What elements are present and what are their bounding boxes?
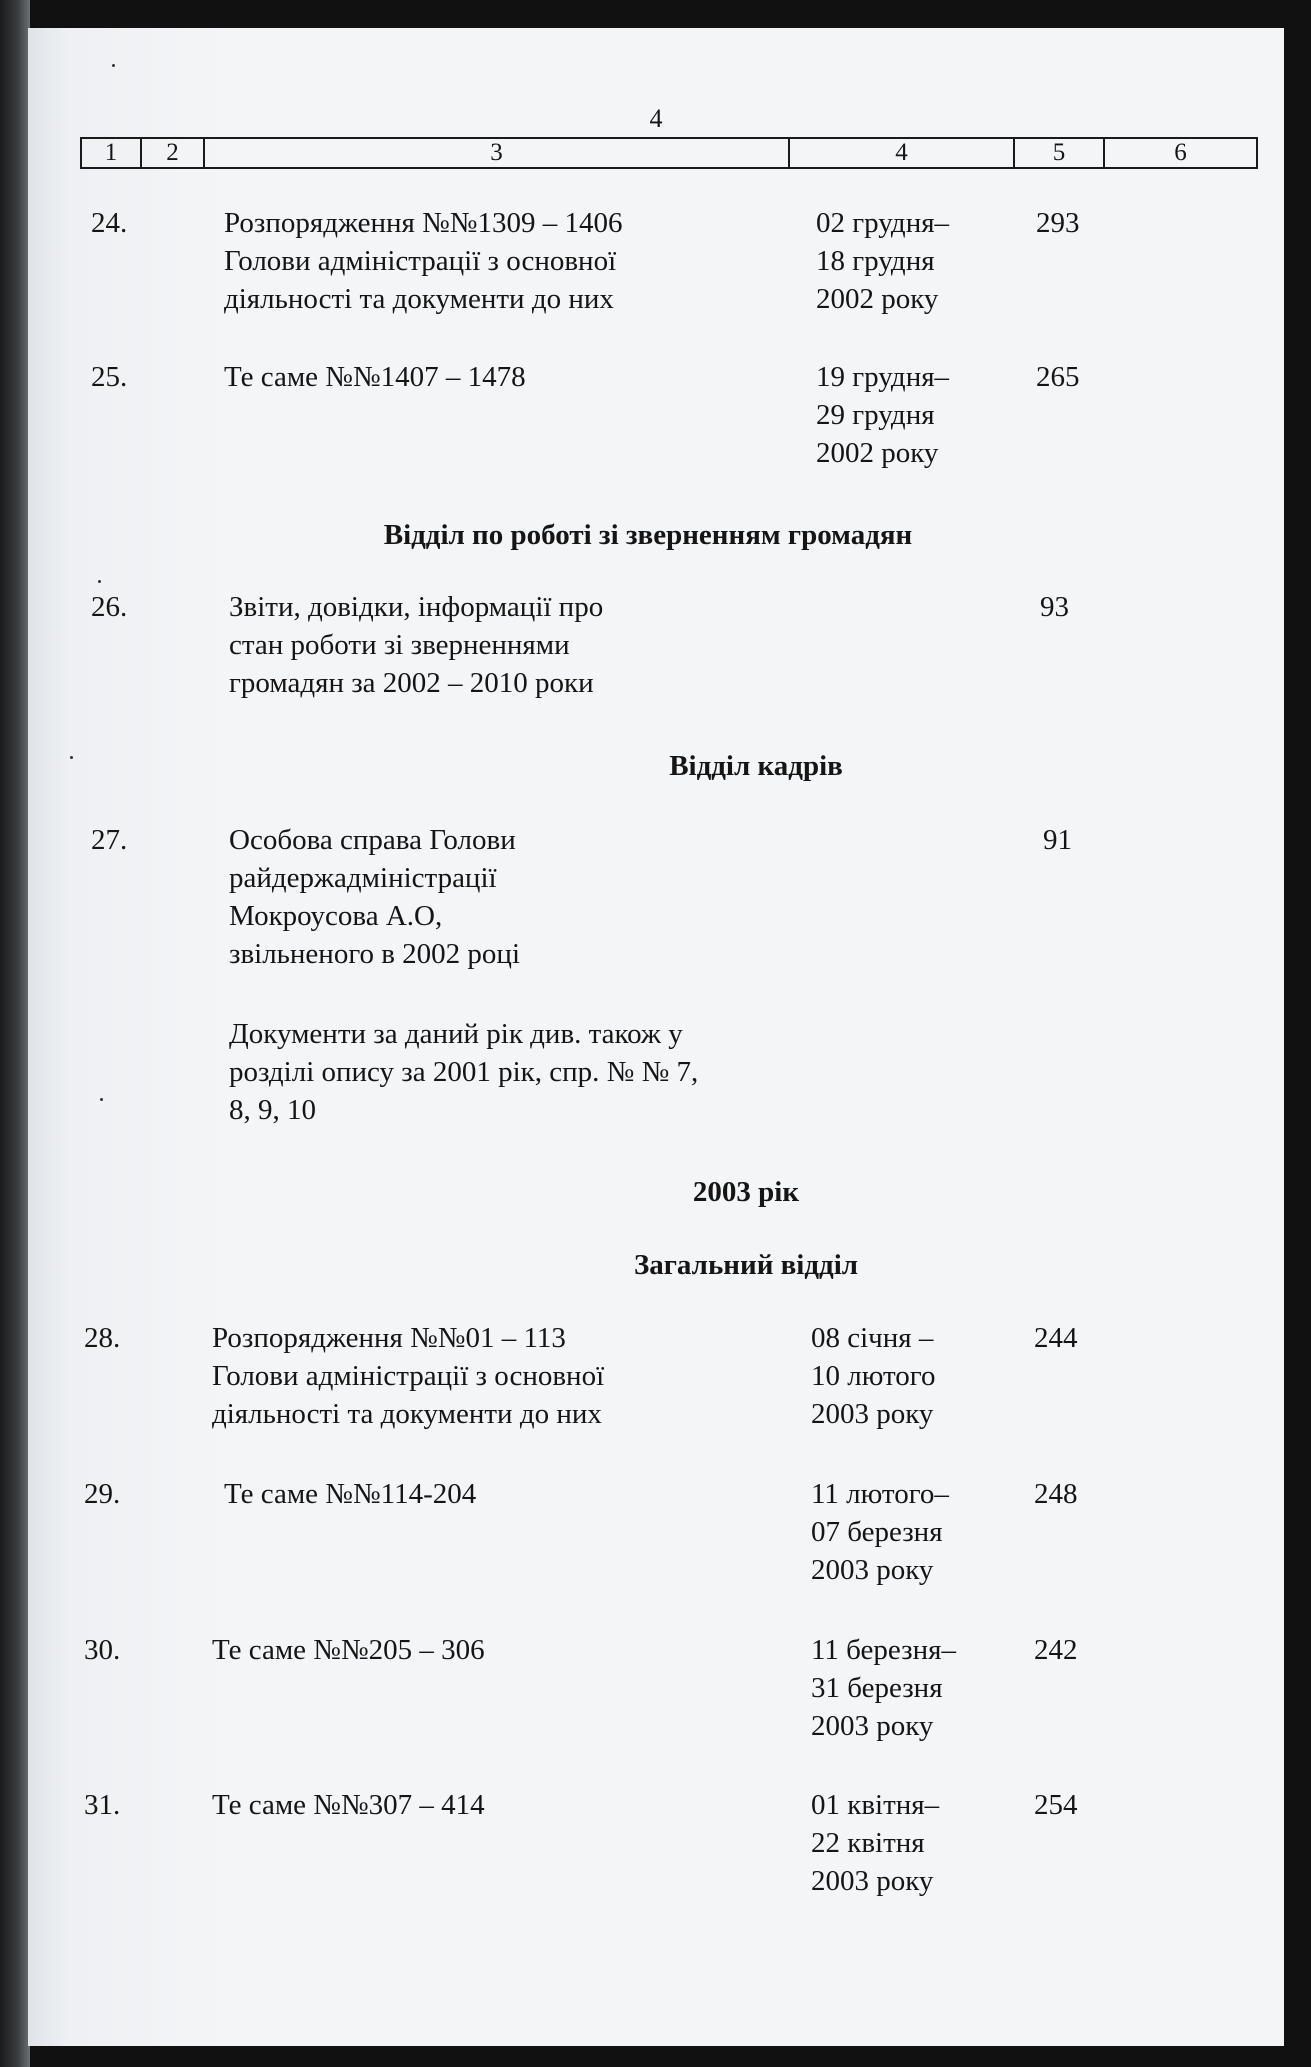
entry-count: 254 xyxy=(1034,1789,1078,1821)
entry-count: 248 xyxy=(1034,1478,1078,1510)
entry-count: 91 xyxy=(1043,824,1072,856)
year-heading: 2003 рік xyxy=(692,1176,800,1208)
scan-speck xyxy=(98,580,101,583)
column-header-2: 2 xyxy=(142,139,205,167)
entry-number: 29. xyxy=(84,1478,121,1510)
entry-title: Особова справа Голови райдержадміністрації Мокроусова А.О, звільненого в 2002 році xyxy=(229,824,521,970)
entry-title: Те саме №№1407 – 1478 xyxy=(224,361,526,393)
entry-title: Те саме №№114-204 xyxy=(224,1478,477,1510)
entry-count: 242 xyxy=(1034,1634,1078,1666)
entry-count: 265 xyxy=(1036,361,1080,393)
entry-dates: 02 грудня– 18 грудня 2002 року xyxy=(816,207,950,315)
entry-dates: 08 січня – 10 лютого 2003 року xyxy=(811,1322,936,1430)
column-header-1: 1 xyxy=(82,139,142,167)
entry-dates: 19 грудня– 29 грудня 2002 року xyxy=(816,361,950,469)
entry-count: 93 xyxy=(1040,591,1069,623)
cross-reference-note: Документи за даний рік див. також у розділі опису за 2001 рік, спр. № № 7, 8, 9, 10 xyxy=(229,1018,699,1126)
column-header-row xyxy=(80,137,1258,169)
page-number: 4 xyxy=(649,104,663,133)
scan-speck xyxy=(100,1098,103,1101)
section-heading-hr: Відділ кадрів xyxy=(669,750,843,782)
entry-dates: 11 лютого– 07 березня 2003 року xyxy=(811,1478,949,1586)
section-heading-citizens: Відділ по роботі зі зверненням громадян xyxy=(383,519,913,551)
entry-number: 25. xyxy=(91,361,128,393)
column-header-4: 4 xyxy=(790,139,1015,167)
column-header-6: 6 xyxy=(1174,139,1187,166)
entry-number: 30. xyxy=(84,1634,121,1666)
entry-number: 24. xyxy=(91,207,128,239)
entry-title: Те саме №№205 – 306 xyxy=(212,1634,485,1666)
binding-shadow xyxy=(0,0,30,2067)
entry-title: Розпорядження №№1309 – 1406 Голови адміністрації з основної діяльності та документи до них xyxy=(224,207,623,315)
column-header-5: 5 xyxy=(1015,139,1105,167)
entry-count: 293 xyxy=(1036,207,1080,239)
entry-number: 27. xyxy=(91,824,128,856)
entry-number: 26. xyxy=(91,591,128,623)
entry-title: Те саме №№307 – 414 xyxy=(212,1789,485,1821)
entry-title: Звіти, довідки, інформації про стан роботи зі зверненнями громадян за 2002 – 2010 роки xyxy=(229,591,604,699)
column-header-3: 3 xyxy=(205,139,790,167)
scan-speck xyxy=(70,756,73,759)
entry-count: 244 xyxy=(1034,1322,1078,1354)
entry-number: 31. xyxy=(84,1789,121,1821)
entry-dates: 11 березня– 31 березня 2003 року xyxy=(811,1634,956,1742)
document-page xyxy=(28,28,1284,2046)
section-heading-general: Загальний відділ xyxy=(633,1249,859,1281)
entry-dates: 01 квітня– 22 квітня 2003 року xyxy=(811,1789,940,1897)
scan-speck xyxy=(112,64,115,67)
entry-title: Розпорядження №№01 – 113 Голови адміністрації з основної діяльності та документи до них xyxy=(212,1322,605,1430)
entry-number: 28. xyxy=(84,1322,121,1354)
